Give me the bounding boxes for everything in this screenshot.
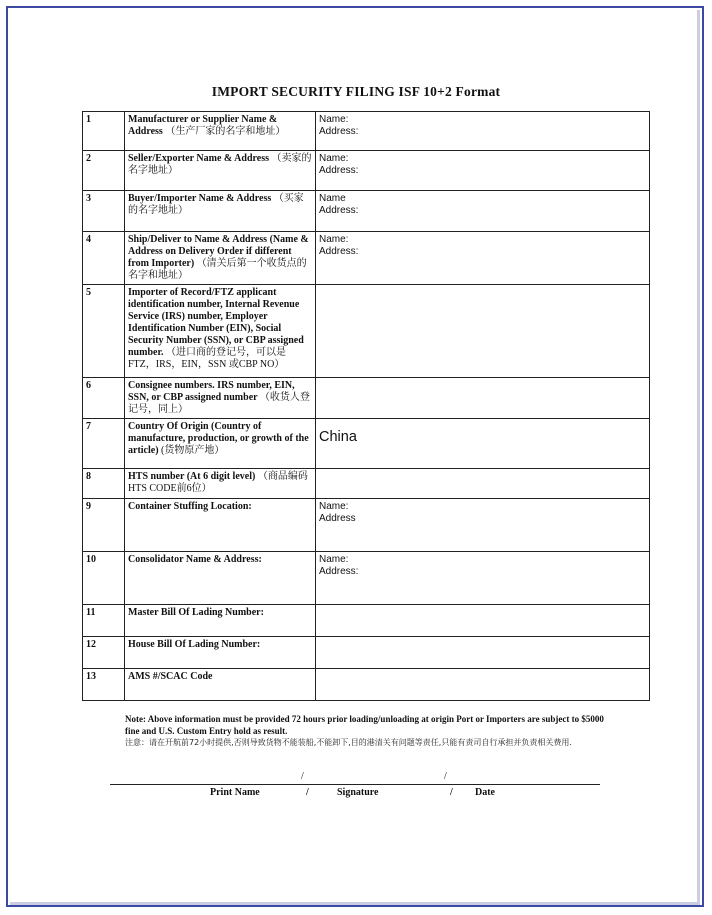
field-value-cell[interactable] (316, 378, 650, 419)
form-row (83, 285, 650, 378)
field-value-cell[interactable] (316, 232, 650, 285)
print-name-label: Print Name (210, 787, 260, 798)
row-number: 5 (83, 285, 125, 378)
row-number: 10 (83, 552, 125, 605)
field-value-line-2: Address: (319, 246, 359, 257)
row-number: 11 (83, 605, 125, 637)
isf-form-table (82, 111, 650, 701)
field-value-line-2: Address: (319, 566, 359, 577)
field-value-line-2: Address: (319, 165, 359, 176)
field-value-line-1: Name: (319, 501, 349, 512)
row-number: 3 (83, 191, 125, 232)
field-description (125, 285, 316, 378)
field-value-cell[interactable] (316, 112, 650, 151)
field-value-line-1: Name: (319, 114, 349, 125)
field-label-en: Container Stuffing Location: (128, 501, 252, 512)
field-value-cell[interactable] (316, 285, 650, 378)
form-row (83, 552, 650, 605)
field-description (125, 469, 316, 499)
field-value-line-1: Name: (319, 153, 349, 164)
field-label-en: Manufacturer or Supplier Name & Address (128, 114, 278, 137)
field-value-cell[interactable] (316, 637, 650, 669)
row-number: 2 (83, 151, 125, 191)
form-row (83, 637, 650, 669)
signature-line[interactable] (110, 784, 600, 785)
field-value-line-1: Name: (319, 554, 349, 565)
signature-label: Signature (337, 787, 379, 798)
field-value-cell[interactable] (316, 191, 650, 232)
field-description (125, 232, 316, 285)
form-row (83, 469, 650, 499)
field-label-en: House Bill Of Lading Number: (128, 639, 261, 650)
field-description (125, 378, 316, 419)
field-value-cell[interactable] (316, 552, 650, 605)
separator-slash: / (450, 787, 453, 798)
field-label-en: Master Bill Of Lading Number: (128, 607, 264, 618)
form-row (83, 499, 650, 552)
field-label-zh: （进口商的登记号，可以是FTZ，IRS，EIN，SSN 或CBP NO） (128, 347, 286, 370)
field-label-en: Country Of Origin (Country of manufacture, production, or growth of the article) (128, 421, 309, 456)
row-number: 8 (83, 469, 125, 499)
field-label-en: Importer of Record/FTZ applicant identification number, Internal Revenue Service (IRS) number, Employer Identification Number (EIN), Social Security Number (SSN), or CBP assigned number. (128, 287, 304, 358)
row-number: 12 (83, 637, 125, 669)
field-description (125, 499, 316, 552)
field-value-cell[interactable] (316, 419, 650, 469)
form-row (83, 232, 650, 285)
field-label-en: Buyer/Importer Name & Address (128, 193, 272, 204)
field-label-en: Ship/Deliver to Name & Address (Name & Address on Delivery Order if different from Importer) (128, 234, 309, 269)
field-value-line-1: China (319, 429, 357, 445)
form-row (83, 419, 650, 469)
form-row (83, 151, 650, 191)
form-row (83, 112, 650, 151)
field-label-en: Consolidator Name & Address: (128, 554, 262, 565)
field-label-zh: （收货人登记号，同上） (128, 392, 310, 415)
field-label-zh: （生产厂家的名字和地址） (165, 126, 286, 137)
date-label: Date (475, 787, 495, 798)
form-row (83, 669, 650, 701)
row-number: 9 (83, 499, 125, 552)
field-description (125, 191, 316, 232)
row-number: 4 (83, 232, 125, 285)
note-english: Note: Above information must be provided 72 hours prior loading/unloading at origin Port or Importers are subject to $5000 fine and U.S. Custom Entry hold as result. (125, 714, 604, 736)
row-number: 6 (83, 378, 125, 419)
field-value-cell[interactable] (316, 499, 650, 552)
row-number: 7 (83, 419, 125, 469)
field-value-line-2: Address: (319, 205, 359, 216)
separator-slash: / (301, 771, 304, 782)
form-row (83, 191, 650, 232)
field-value-cell[interactable] (316, 605, 650, 637)
row-number: 1 (83, 112, 125, 151)
separator-slash: / (444, 771, 447, 782)
field-description (125, 605, 316, 637)
field-description (125, 669, 316, 701)
form-title: IMPORT SECURITY FILING ISF 10+2 Format (211, 84, 501, 99)
separator-slash: / (306, 787, 309, 798)
field-description (125, 637, 316, 669)
field-description (125, 151, 316, 191)
field-label-en: AMS #/SCAC Code (128, 671, 213, 682)
field-description (125, 552, 316, 605)
field-value-line-2: Address: (319, 126, 359, 137)
field-label-zh: （买家的名字地址） (128, 193, 304, 216)
field-label-en: HTS number (At 6 digit level) (128, 471, 256, 482)
note-chinese: 注意：请在开航前72小时提供,否则导致货物不能装船,不能卸下,目的港清关有问题等责任,只能有责司自行承担并负责相关费用. (125, 738, 572, 747)
form-row (83, 605, 650, 637)
field-value-line-2: Address (319, 513, 356, 524)
field-description (125, 112, 316, 151)
field-label-zh: （清关后第一个收货点的名字和地址） (128, 258, 307, 281)
field-description (125, 419, 316, 469)
form-row (83, 378, 650, 419)
field-label-zh: (货物原产地） (161, 445, 225, 456)
field-value-line-1: Name: (319, 234, 349, 245)
field-value-cell[interactable] (316, 151, 650, 191)
field-value-line-1: Name (319, 193, 346, 204)
field-label-en: Consignee numbers. IRS number, EIN, SSN, or CBP assigned number (128, 380, 295, 403)
field-label-zh: （卖家的名字地址） (128, 153, 312, 176)
field-value-cell[interactable] (316, 669, 650, 701)
row-number: 13 (83, 669, 125, 701)
field-label-zh: （商品编码HTS CODE前6位） (128, 471, 308, 494)
field-value-cell[interactable] (316, 469, 650, 499)
field-label-en: Seller/Exporter Name & Address (128, 153, 270, 164)
